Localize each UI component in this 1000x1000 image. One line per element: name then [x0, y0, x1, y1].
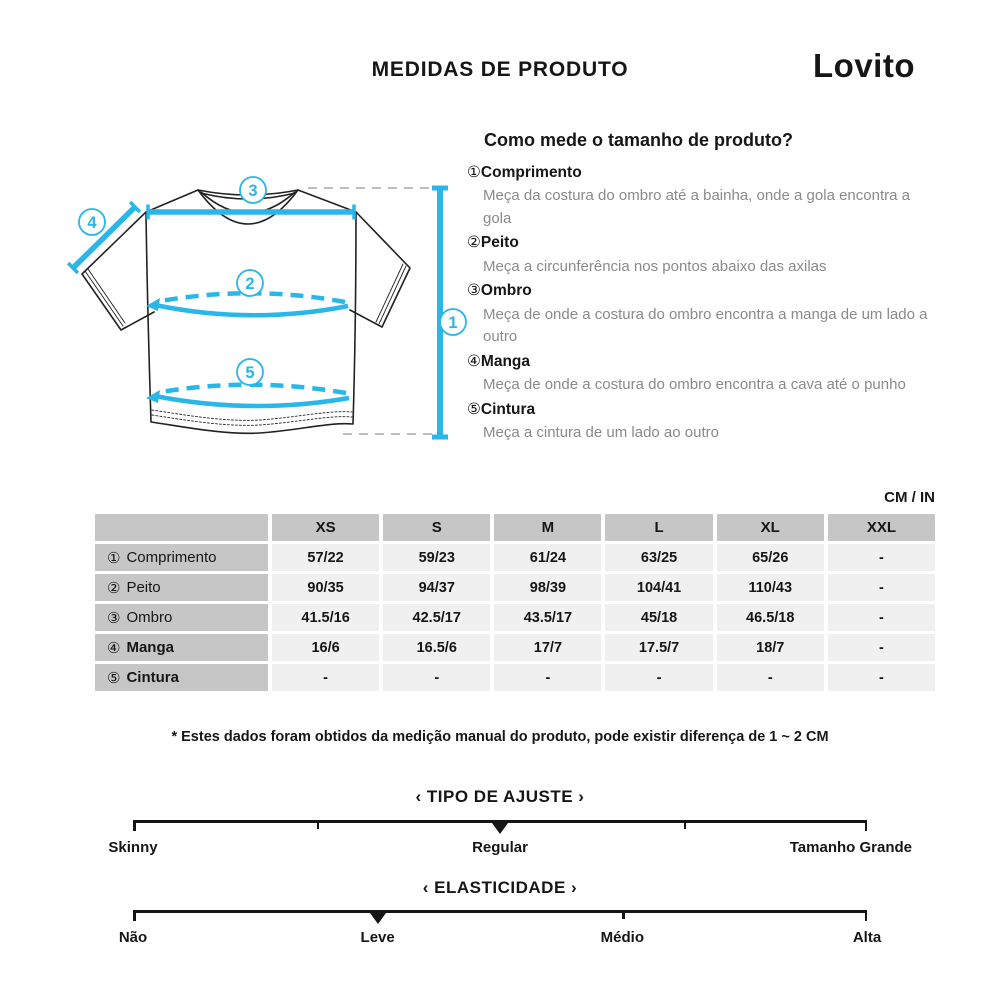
- elasticity-scale-track: [118, 910, 882, 946]
- cell-ombro-m: 43.5/17: [494, 604, 601, 631]
- guide-num-3: ③: [467, 282, 481, 300]
- measure-ellipse-chest: [155, 305, 348, 315]
- col-header-xl: XL: [717, 514, 824, 541]
- cell-manga-m: 17/7: [494, 634, 601, 661]
- cell-ombro-s: 42.5/17: [383, 604, 490, 631]
- guide-item-peito: ②Peito: [467, 234, 519, 252]
- guide-heading: Como mede o tamanho de produto?: [484, 130, 793, 150]
- cell-cintura-s: -: [383, 664, 490, 691]
- elasticity-label-nao: Não: [118, 929, 148, 946]
- measurement-disclaimer: * Estes dados foram obtidos da medição manual do produto, pode existir diferença de 1 ~ 2 CM: [171, 729, 829, 745]
- row-header-cintura: ⑤ Cintura: [95, 664, 268, 691]
- cell-comprimento-l: 63/25: [605, 544, 712, 571]
- guide-desc-cintura: Meça a cintura de um lado ao outro: [483, 424, 719, 442]
- measurement-marks: [68, 188, 448, 437]
- table-corner-cell: [95, 514, 268, 541]
- tshirt-measurement-diagram: [55, 158, 475, 458]
- cell-peito-xxl: -: [828, 574, 935, 601]
- tshirt-outline: [82, 190, 410, 433]
- cell-ombro-xxl: -: [828, 604, 935, 631]
- page-title: MEDIDAS DE PRODUTO: [371, 58, 629, 81]
- cell-manga-xl: 18/7: [717, 634, 824, 661]
- fit-scale-title: ‹ TIPO DE AJUSTE ›: [415, 787, 585, 806]
- callout-3: 3: [248, 182, 258, 200]
- fit-label-tamanho-grande: Tamanho Grande: [789, 839, 912, 856]
- fit-label-skinny: Skinny: [108, 839, 158, 856]
- guide-item-manga: ④Manga: [467, 352, 530, 370]
- elasticity-label-alta: Alta: [852, 929, 882, 946]
- size-table: [95, 514, 935, 691]
- elasticity-tick-medio: [622, 910, 625, 919]
- units-label: CM / IN: [884, 489, 935, 506]
- cell-peito-xl: 110/43: [717, 574, 824, 601]
- callout-2: 2: [245, 275, 255, 293]
- fit-label-regular: Regular: [472, 839, 528, 856]
- elasticity-marker-triangle-icon: [370, 913, 386, 924]
- cell-ombro-xl: 46.5/18: [717, 604, 824, 631]
- brand-logo: Lovito: [813, 47, 915, 84]
- callout-1: 1: [448, 314, 458, 332]
- cell-ombro-xs: 41.5/16: [272, 604, 379, 631]
- row-header-ombro: ③ Ombro: [95, 604, 268, 631]
- waist-arrowhead: [146, 390, 160, 403]
- guide-num-5: ⑤: [467, 400, 481, 418]
- guide-num-1: ①: [467, 164, 481, 181]
- fit-tick-quarter: [317, 820, 320, 829]
- guide-num-2: ②: [467, 234, 481, 252]
- cell-comprimento-xxl: -: [828, 544, 935, 571]
- guide-item-comprimento: ①Comprimento: [467, 164, 582, 181]
- row-header-comprimento: ① Comprimento: [95, 544, 268, 571]
- elasticity-tick-end: [865, 910, 868, 921]
- cell-manga-xxl: -: [828, 634, 935, 661]
- measure-ellipse-waist: [155, 396, 349, 406]
- callout-5: 5: [245, 364, 255, 382]
- callout-4: 4: [87, 214, 97, 232]
- col-header-l: L: [605, 514, 712, 541]
- elasticity-tick-start: [133, 910, 136, 921]
- fit-tick-three-quarter: [684, 820, 687, 829]
- guide-desc-peito: Meça a circunferência nos pontos abaixo das axilas: [483, 257, 827, 275]
- cell-manga-s: 16.5/6: [383, 634, 490, 661]
- elasticity-label-leve: Leve: [360, 929, 395, 946]
- cell-peito-xs: 90/35: [272, 574, 379, 601]
- fit-tick-start: [133, 820, 136, 831]
- cell-cintura-m: -: [494, 664, 601, 691]
- elasticity-label-medio: Médio: [600, 929, 644, 946]
- col-header-xs: XS: [272, 514, 379, 541]
- col-header-m: M: [494, 514, 601, 541]
- cell-comprimento-xl: 65/26: [717, 544, 824, 571]
- cell-cintura-xl: -: [717, 664, 824, 691]
- guide-num-4: ④: [467, 352, 481, 370]
- guide-item-cintura: ⑤Cintura: [467, 400, 536, 418]
- measure-guide: [467, 130, 941, 447]
- cell-comprimento-xs: 57/22: [272, 544, 379, 571]
- guide-item-ombro: ③Ombro: [467, 282, 532, 300]
- row-header-peito: ② Peito: [95, 574, 268, 601]
- cell-peito-m: 98/39: [494, 574, 601, 601]
- fit-marker-triangle-icon: [492, 823, 508, 834]
- cell-manga-l: 17.5/7: [605, 634, 712, 661]
- col-header-xxl: XXL: [828, 514, 935, 541]
- guide-desc-comprimento: Meça da costura do ombro até a bainha, onde a gola encontra a gola: [483, 187, 910, 227]
- cell-cintura-xxl: -: [828, 664, 935, 691]
- cell-peito-s: 94/37: [383, 574, 490, 601]
- fit-tick-end: [865, 820, 868, 831]
- cell-peito-l: 104/41: [605, 574, 712, 601]
- guide-desc-ombro: Meça de onde a costura do ombro encontra a manga de um lado a outro: [483, 305, 928, 346]
- fit-scale-track: [108, 820, 912, 856]
- elasticity-scale-title: ‹ ELASTICIDADE ›: [422, 878, 578, 897]
- cell-comprimento-s: 59/23: [383, 544, 490, 571]
- cell-cintura-l: -: [605, 664, 712, 691]
- col-header-s: S: [383, 514, 490, 541]
- cell-ombro-l: 45/18: [605, 604, 712, 631]
- cell-comprimento-m: 61/24: [494, 544, 601, 571]
- cell-manga-xs: 16/6: [272, 634, 379, 661]
- cell-cintura-xs: -: [272, 664, 379, 691]
- guide-desc-manga: Meça de onde a costura do ombro encontra a cava até o punho: [483, 376, 906, 394]
- row-header-manga: ④ Manga: [95, 634, 268, 661]
